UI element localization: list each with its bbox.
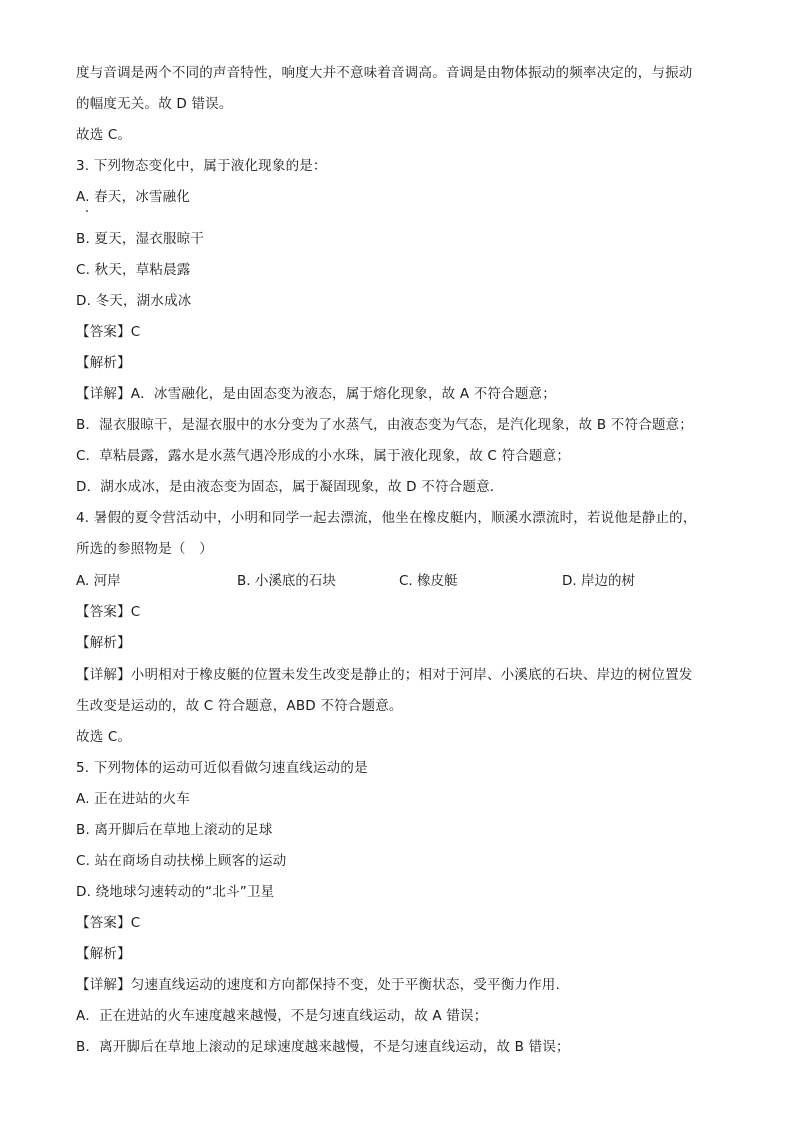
question-5-option-b: B. 离开脚后在草地上滚动的足球 — [76, 822, 273, 838]
question-3-option-a: A. 春天，冰雪融化 — [76, 189, 191, 205]
analysis-label: 【解析】 — [76, 355, 131, 371]
detail-line: 【详解】小明相对于橡皮艇的位置未发生改变是静止的；相对于河岸、小溪底的石块、岸边的树位置发 — [76, 667, 693, 683]
question-4-option-a: A. 河岸 — [76, 573, 121, 589]
detail-line: A．正在进站的火车速度越来越慢，不是匀速直线运动，故 A 错误； — [76, 1008, 488, 1024]
text-line: 故选 C。 — [76, 729, 132, 745]
text-line: 故选 C。 — [76, 127, 132, 143]
detail-line: 生改变是运动的，故 C 符合题意，ABD 不符合题意。 — [76, 698, 403, 714]
analysis-label: 【解析】 — [76, 946, 131, 962]
question-4-option-b: B. 小溪底的石块 — [237, 573, 336, 589]
detail-line: 【详解】A．冰雪融化，是由固态变为液态，属于熔化现象，故 A 不符合题意； — [76, 386, 556, 402]
text-line: 度与音调是两个不同的声音特性，响度大并不意味着音调高。音调是由物体振动的频率决定的，与振动 — [76, 65, 693, 81]
question-3-stem: 3. 下列物态变化中，属于液化现象的是： — [76, 158, 327, 174]
question-5-option-a: A. 正在进站的火车 — [76, 791, 191, 807]
question-4-stem-cont: 所选的参照物是（ ） — [76, 541, 213, 557]
detail-line: B．湿衣服晾干，是湿衣服中的水分变为了水蒸气，由液态变为气态，是汽化现象，故 B 不符合题意； — [76, 417, 694, 433]
detail-line: D．湖水成冰，是由液态变为固态，属于凝固现象，故 D 不符合题意． — [76, 479, 504, 495]
detail-line: C．草粘晨露，露水是水蒸气遇冷形成的小水珠，属于液化现象，故 C 符合题意； — [76, 448, 571, 464]
question-5-option-c: C. 站在商场自动扶梯上顾客的运动 — [76, 853, 287, 869]
question-3-option-d: D. 冬天，湖水成冰 — [76, 293, 192, 309]
question-4-stem: 4. 暑假的夏令营活动中，小明和同学一起去漂流，他坐在橡皮艇内，顺溪水漂流时，若说他是静止的， — [76, 510, 697, 526]
answer-label: 【答案】C — [76, 324, 141, 340]
text-line: 的幅度无关。故 D 错误。 — [76, 96, 233, 112]
question-3-option-b: B. 夏天，湿衣服晾干 — [76, 231, 205, 247]
question-4-option-c: C. 橡皮艇 — [399, 573, 458, 589]
answer-label: 【答案】C — [76, 915, 141, 931]
detail-line: 【详解】匀速直线运动的速度和方向都保持不变，处于平衡状态，受平衡力作用. — [76, 977, 560, 993]
detail-line: B．离开脚后在草地上滚动的足球速度越来越慢，不是匀速直线运动，故 B 错误； — [76, 1039, 570, 1055]
stray-dot — [86, 210, 88, 212]
question-4-option-d: D. 岸边的树 — [562, 573, 635, 589]
answer-label: 【答案】C — [76, 604, 141, 620]
question-3-option-c: C. 秋天，草粘晨露 — [76, 262, 191, 278]
question-5-stem: 5. 下列物体的运动可近似看做匀速直线运动的是 — [76, 760, 368, 776]
analysis-label: 【解析】 — [76, 635, 131, 651]
question-5-option-d: D. 绕地球匀速转动的“北斗”卫星 — [76, 884, 275, 900]
